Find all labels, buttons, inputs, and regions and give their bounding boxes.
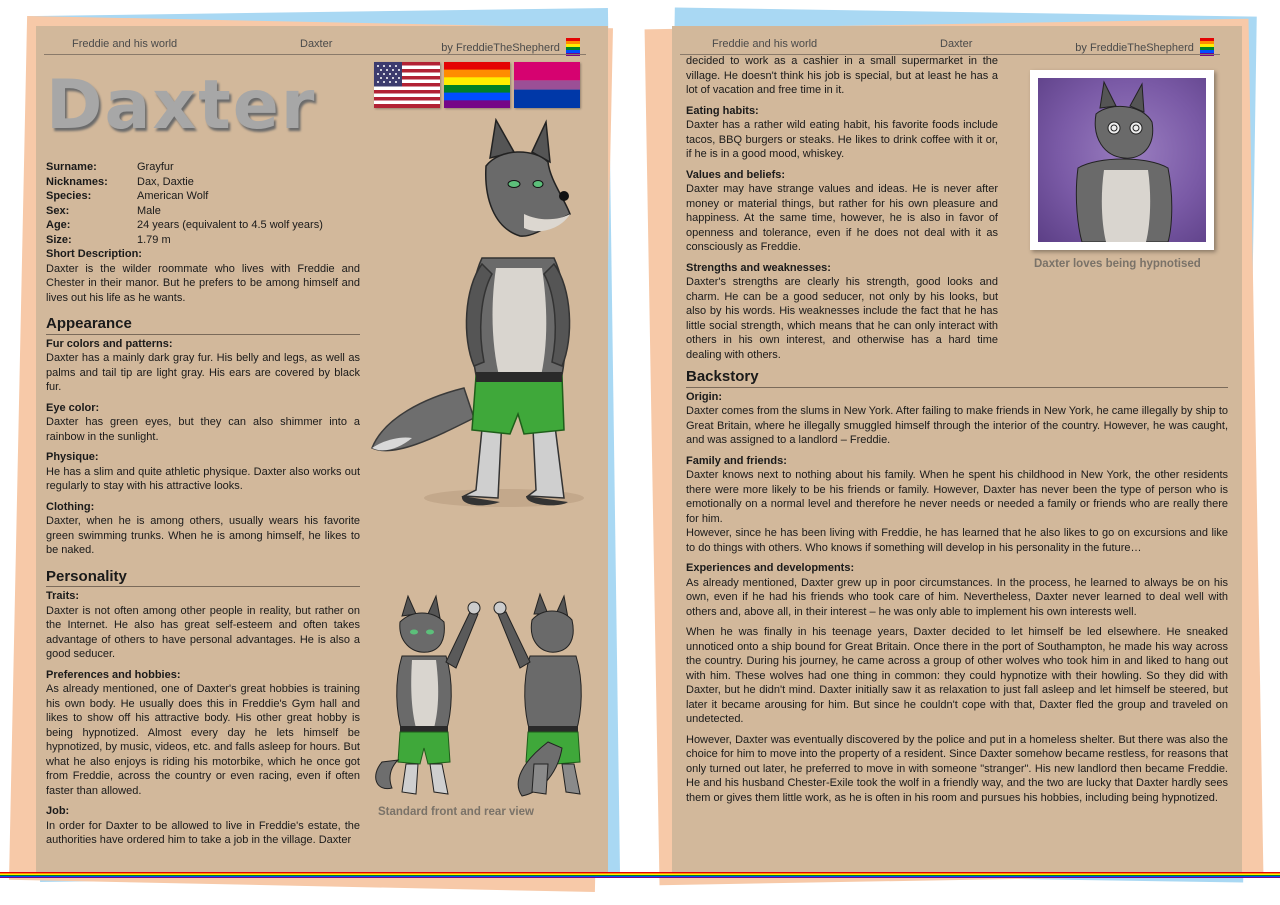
fact-label: Age:	[46, 219, 71, 231]
values-label: Values and beliefs:	[686, 168, 786, 181]
header-world: Freddie and his world	[72, 38, 178, 50]
clothing-label: Clothing:	[46, 500, 95, 513]
fact-list	[46, 160, 360, 247]
job-label: Job:	[46, 805, 70, 817]
page-title: Daxter	[46, 66, 317, 145]
hobbies-text: As already mentioned, one of Daxter's great hobbies is training his own body. He usually does this in Freddie's Gym hall and likes to show off his attractive body. His other great hobby is being hypnotized. Almost every day he lets himself be hypnotized, by music, videos, etc. and falls asleep for hours. But what he also enjoys is riding his motorbike, which he once got from Freddie, across the country or even racing, even if often faster than allowed.	[46, 683, 360, 797]
hypnotised-caption: Daxter loves being hypnotised	[1034, 258, 1201, 270]
family-text: Daxter knows next to nothing about his family. When he spent his childhood in New York, the other residents there were more likely to be his friends or family. However, Daxter has never been the type of person who is emotionally on a normal level and therefore he never needs or needed a family or friends who are really there for him.	[686, 469, 1228, 525]
job-text: In order for Daxter to be allowed to live in Freddie's estate, the authorities have ordered him to take a job in the village. Daxter	[46, 819, 360, 846]
family-label: Family and friends:	[686, 454, 787, 467]
header-world: Freddie and his world	[712, 38, 818, 50]
pride-flag-icon	[444, 62, 510, 108]
fact-value: 1.79 m	[137, 233, 171, 246]
fact-value: Dax, Daxtie	[137, 175, 194, 188]
experiences-text-3: However, Daxter was eventually discovered by the police and put in a homeless shelter. But there was also the choice for him to move into the property of a resident. Since Daxter somehow became restless, for reasons that only turned out later, he preferred to move in with someone "stranger". His new landlord then became Freddie. He and his husband Chester-Exile took the wolf in a friendly way, and the two are lucky that Daxter hardly sees them or gives them little work, as he is often in his room and pursues his hobbies, including being hypnotized.	[686, 733, 1228, 804]
right-page	[672, 26, 1242, 872]
personality-heading: Personality	[46, 570, 360, 588]
fact-label: Sex:	[46, 204, 70, 217]
job-text-continued: decided to work as a cashier in a small supermarket in the village. He doesn't think his job is special, but at least he has a lot of vacation and free time in it.	[686, 55, 998, 96]
header-rule	[44, 54, 586, 55]
usa-flag-icon	[374, 62, 440, 108]
eye-text: Daxter has green eyes, but they can also shimmer into a rainbow in the sunlight.	[46, 416, 360, 443]
fur-text: Daxter has a mainly dark gray fur. His belly and legs, as well as palms and tail tip are light gray. His ears are covered by black fur.	[46, 352, 360, 393]
fact-value: 24 years (equivalent to 4.5 wolf years)	[137, 219, 323, 231]
experiences-label: Experiences and developments:	[686, 562, 855, 574]
traits-label: Traits:	[46, 590, 80, 602]
right-top-column	[686, 54, 998, 362]
experiences-text: As already mentioned, Daxter grew up in poor circumstances. In the process, he learned to always be on his own, even if he had his friends who took care of him. Nevertheless, Daxter never learned to deal well with others and, above all, in their interest – he was only able to implement his own interests well.	[686, 576, 1228, 618]
origin-label: Origin:	[686, 390, 723, 403]
clothing-text: Daxter, when he is among others, usually wears his favorite green swimming trunks. When he is among himself, he likes to be naked.	[46, 515, 360, 556]
flag-row	[374, 62, 580, 108]
rainbow-strip	[0, 872, 1280, 878]
left-page	[36, 26, 608, 872]
values-text: Daxter may have strange values and ideas. He is never after money or material things, but rather for his own pleasure and happiness. At the same time, however, he is also in favor of openness and tolerance, even if he does not deal with it as consciously as Freddie.	[686, 183, 998, 253]
hypnotised-photo-frame	[1030, 70, 1214, 250]
physique-label: Physique:	[46, 451, 99, 463]
origin-text: Daxter comes from the slums in New York. After failing to make friends in New York, he came illegally by ship to Great Britain, where he illegally smuggled himself through the interior of the country. However, he was caught, and was assigned to a landlord – Freddie.	[686, 405, 1228, 446]
eating-text: Daxter has a rather wild eating habit, his favorite foods include tacos, BBQ burgers or steaks. He likes to drink coffee with it or, if he is in a good mood, whiskey.	[686, 119, 998, 160]
bisexual-flag-icon	[514, 62, 580, 108]
appearance-heading: Appearance	[46, 317, 360, 335]
front-rear-caption: Standard front and rear view	[378, 806, 534, 818]
hobbies-label: Preferences and hobbies:	[46, 668, 181, 681]
fur-label: Fur colors and patterns:	[46, 337, 173, 350]
family-text-2: However, since he has been living with Freddie, he has learned that he also likes to go on excursions and like to do things with others. Who knows if something will develop in his personality in the future…	[686, 527, 1228, 554]
fact-value: American Wolf	[137, 190, 209, 202]
wolf-standing-illustration	[364, 118, 600, 516]
fact-label: Surname:	[46, 161, 97, 173]
header-author-text: by FreddieTheShepherd	[1075, 42, 1194, 54]
short-description-text: Daxter is the wilder roommate who lives with Freddie and Chester in their manor. But he prefers to be among himself and lives out his life as he wants.	[46, 262, 360, 304]
fact-label: Species:	[46, 190, 92, 202]
strengths-label: Strengths and weaknesses:	[686, 261, 831, 274]
header-character: Daxter	[300, 38, 333, 50]
eating-label: Eating habits:	[686, 104, 759, 117]
fact-value: Male	[137, 204, 161, 217]
short-description-label: Short Description:	[46, 248, 142, 260]
traits-text: Daxter is not often among other people in reality, but rather on the Internet. He also has great self-esteem and often takes advantage of others to have personal advantages. He is also a good seducer.	[46, 604, 360, 660]
backstory-heading: Backstory	[686, 370, 1228, 388]
header-character: Daxter	[940, 38, 973, 50]
fact-label: Nicknames:	[46, 175, 108, 188]
header-author-text: by FreddieTheShepherd	[441, 42, 560, 54]
hypnotised-portrait	[1038, 78, 1206, 242]
left-column	[46, 160, 360, 848]
eye-label: Eye color:	[46, 401, 100, 414]
strengths-text: Daxter's strengths are clearly his strength, good looks and charm. He can be a good seducer, not only by his looks, but also by his words. His weaknesses include the fact that he has little social strength, which means that he can only interact with others in his own interest, and otherwise has a hard time dealing with others.	[686, 276, 998, 361]
fact-label: Size:	[46, 233, 72, 246]
wolf-front-rear-illustration	[372, 592, 608, 802]
physique-text: He has a slim and quite athletic physique. Daxter also works out regularly to stay with his attractive looks.	[46, 465, 360, 492]
experiences-text-2: When he was finally in his teenage years, Daxter decided to let himself be led elsewhere. He sneaked unnoticed onto a ship bound for Great Britain. Once there in the port of Southampton, he made his way across the country. During his journey, he came across a group of other wolves who took him in and liked to hang out with him. These wolves had one thing in common: they could hypnotize with their howling. So they did with Daxter, but he didn't mind. Daxter initially saw it as relaxation to just fall asleep and let himself be steered, but later it became arousing for him. But since he couldn't cope with that, Daxter fled the group and traveled on undetected.	[686, 626, 1228, 725]
fact-value: Grayfur	[137, 161, 174, 173]
backstory-column	[686, 370, 1228, 805]
hypnotised-wolf-image	[1038, 78, 1206, 242]
